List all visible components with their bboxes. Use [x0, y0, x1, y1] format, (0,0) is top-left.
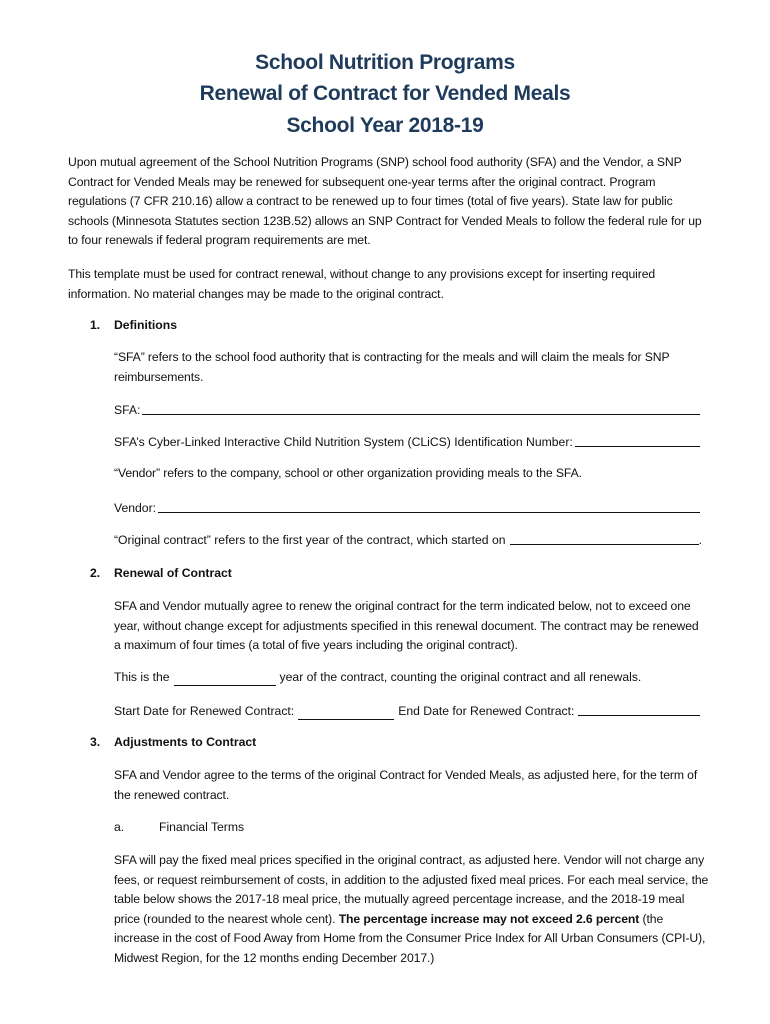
contract-year-input-line[interactable]	[174, 673, 276, 686]
intro-paragraph: Upon mutual agreement of the School Nutrition Programs (SNP) school food authority (SFA) and the Vendor, a SNP Contract for Vended Meals may be renewed for subsequent one-year terms after the original contract. Program regulations (7 CFR 210.16) allow a contract to be renewed up to four times (total of five years). State law for public schools (Minnesota Statutes section 123B.52) allows an SNP Contract for Vended Meals to follow the federal rule for up to four renewals if federal program requirements are met.	[68, 155, 702, 248]
original-contract-period: .	[698, 533, 702, 547]
section-heading-adjustments: Adjustments to Contract	[114, 735, 257, 749]
financial-terms-limit: The percentage increase may not exceed 2.6 percent	[338, 911, 640, 926]
this-is-the-label: This is the	[114, 670, 170, 684]
sfa-label: SFA:	[114, 403, 141, 417]
contract-year-text: year of the contract, counting the original contract and all renewals.	[279, 670, 642, 684]
section-number: 3.	[90, 735, 101, 749]
clics-field-row	[114, 434, 700, 449]
subsection-letter: a.	[114, 820, 125, 834]
financial-terms-cpi-note: (the increase in the cost of Food Away from Home from the Consumer Price Index for All Urban Consumers (CPI-U), Midwest Region, for the 12 months ending December 2017.)	[114, 911, 706, 965]
start-date-label: Start Date for Renewed Contract:	[114, 704, 295, 718]
clics-label: SFA’s Cyber-Linked Interactive Child Nutrition System (CLiCS) Identification Number:	[114, 435, 573, 449]
vendor-definition: “Vendor” refers to the company, school or other organization providing meals to the SFA.	[114, 466, 582, 480]
original-contract-label: “Original contract” refers to the first year of the contract, which started on	[114, 533, 506, 547]
section-heading-renewal: Renewal of Contract	[114, 566, 232, 580]
financial-terms-paragraph	[114, 851, 710, 969]
document-title-year: School Year 2018-19	[286, 114, 484, 137]
clics-id-input-line[interactable]	[575, 434, 700, 447]
financial-terms-text: SFA will pay the fixed meal prices specified in the original contract, as adjusted here. Vendor will not charge any fees, or request reimbursement of costs, in addition to the adjusted fixed meal prices. For each meal service, the table below shows the 2017-18 meal price, the mutually agreed percentage increase, and the 2018-19 meal price (rounded to the nearest whole cent).	[114, 853, 709, 926]
document-title-contract: Renewal of Contract for Vended Meals	[199, 82, 571, 105]
start-date-input-line[interactable]	[298, 707, 394, 720]
section-number: 1.	[90, 318, 101, 332]
original-contract-row	[114, 532, 702, 547]
sfa-definition: “SFA” refers to the school food authority that is contracting for the meals and will claim the meals for SNP reimbursements.	[114, 350, 670, 384]
contract-year-row	[114, 670, 700, 684]
document-title-program: School Nutrition Programs	[255, 51, 515, 74]
vendor-label: Vendor:	[114, 501, 157, 515]
section-heading-definitions: Definitions	[114, 318, 177, 332]
sfa-field-row	[114, 402, 700, 417]
vendor-field-row	[114, 500, 700, 515]
original-start-date-input-line[interactable]	[510, 532, 699, 545]
renewal-dates-row	[114, 703, 700, 718]
section-number: 2.	[90, 566, 101, 580]
vendor-input-line[interactable]	[158, 500, 700, 513]
template-notice-paragraph: This template must be used for contract renewal, without change to any provisions except for inserting required information. No material changes may be made to the original contract.	[68, 267, 656, 301]
renewal-paragraph: SFA and Vendor mutually agree to renew the original contract for the term indicated below, not to exceed one year, without change except for adjustments specified in this renewal document. The contract may be renewed a maximum of four times (a total of five years including the original contract).	[114, 599, 699, 653]
adjustments-paragraph: SFA and Vendor agree to the terms of the original Contract for Vended Meals, as adjusted here, for the term of the renewed contract.	[114, 768, 698, 802]
sfa-input-line[interactable]	[142, 402, 700, 415]
end-date-label: End Date for Renewed Contract:	[398, 704, 575, 718]
subsection-title-financial-terms: Financial Terms	[159, 820, 245, 834]
end-date-input-line[interactable]	[578, 703, 700, 716]
